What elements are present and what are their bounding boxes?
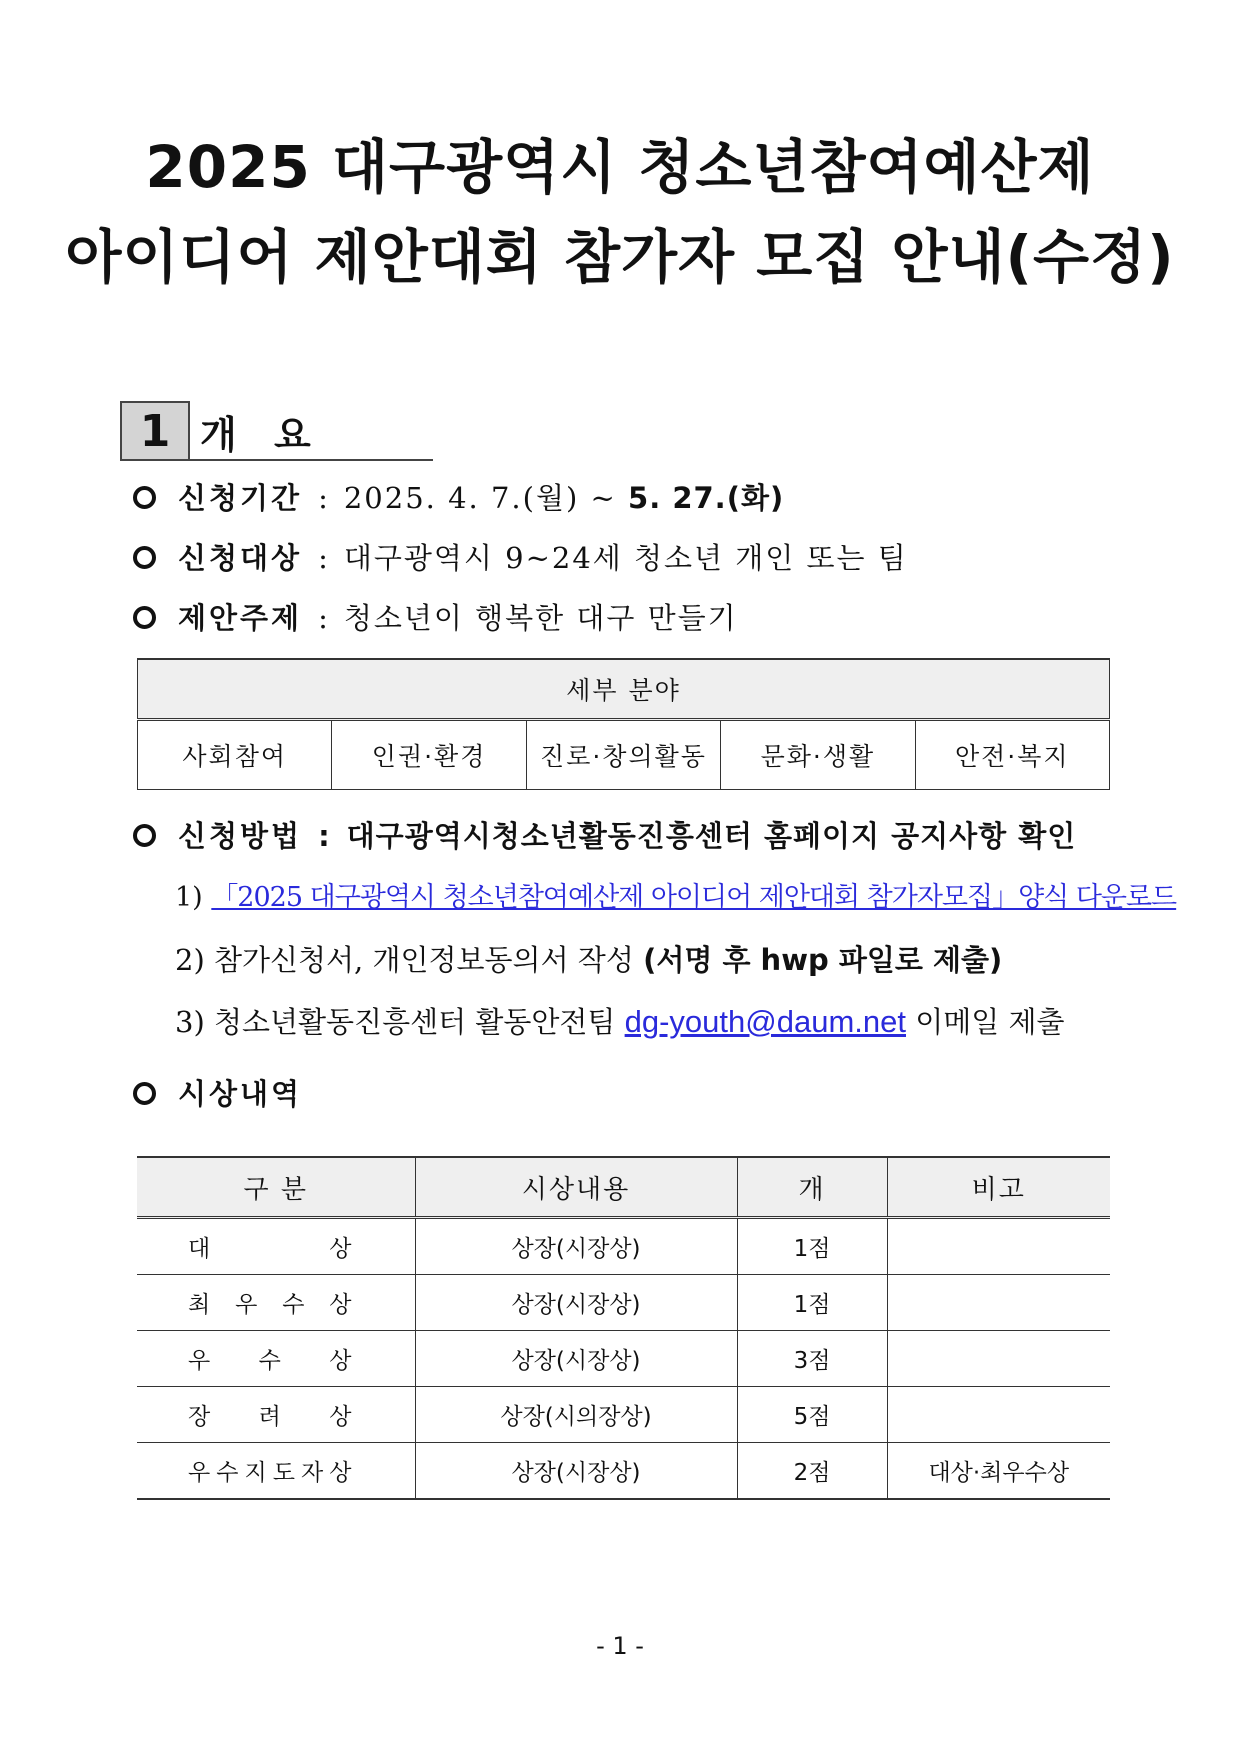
field-cell: 문화·생활 <box>721 720 915 790</box>
award-note <box>887 1218 1110 1275</box>
award-name: 우 수 지 도 자 상 <box>137 1443 415 1500</box>
document-title-line2: 아이디어 제안대회 참가자 모집 안내(수정) <box>65 223 1175 291</box>
field-cell: 사회참여 <box>138 720 332 790</box>
colon: : <box>318 819 331 853</box>
method-step-1 <box>175 878 1176 918</box>
method-label: 신청방법 <box>178 819 303 853</box>
award-name: 최 우 수 상 <box>137 1275 415 1331</box>
awards-label: 시상내역 <box>178 1077 303 1111</box>
field-cell: 인권·환경 <box>332 720 526 790</box>
award-content: 상장(시장상) <box>415 1218 737 1275</box>
document-title-line1: 2025 대구광역시 청소년참여예산제 <box>145 133 1095 201</box>
method-step-3 <box>175 1002 1065 1042</box>
award-count: 1점 <box>737 1275 887 1331</box>
award-count: 2점 <box>737 1443 887 1500</box>
award-count: 1점 <box>737 1218 887 1275</box>
fields-table <box>137 658 1110 790</box>
award-content: 상장(시의장상) <box>415 1387 737 1443</box>
awards-header-note: 비고 <box>887 1157 1110 1218</box>
field-cell: 진로·창의활동 <box>526 720 720 790</box>
colon: : <box>318 601 328 635</box>
table-row <box>137 1275 1110 1331</box>
awards-header-category: 구 분 <box>137 1157 415 1218</box>
award-count: 5점 <box>737 1387 887 1443</box>
table-row <box>137 1331 1110 1387</box>
method-row <box>133 816 1076 856</box>
table-row <box>137 1387 1110 1443</box>
award-name: 대 상 <box>137 1218 415 1275</box>
award-note: 대상·최우수상 <box>887 1443 1110 1500</box>
overview-period <box>133 478 784 518</box>
overview-value: 2025. 4. 7.(월) ~ <box>343 481 629 515</box>
table-row <box>137 1443 1110 1500</box>
award-name: 장 려 상 <box>137 1387 415 1443</box>
awards-heading <box>133 1074 302 1114</box>
step-number: 3) <box>175 1005 205 1039</box>
method-value: 대구광역시청소년활동진흥센터 홈페이지 공지사항 확인 <box>346 819 1077 853</box>
field-cell: 안전·복지 <box>915 720 1109 790</box>
step-text-after: 이메일 제출 <box>906 1005 1065 1039</box>
circle-bullet-icon <box>133 486 156 509</box>
overview-label: 제안주제 <box>178 601 303 635</box>
award-note <box>887 1331 1110 1387</box>
step-number: 2) <box>175 943 205 977</box>
award-count: 3점 <box>737 1331 887 1387</box>
overview-label: 신청대상 <box>178 541 303 575</box>
awards-header-content: 시상내용 <box>415 1157 737 1218</box>
overview-value: 대구광역시 9~24세 청소년 개인 또는 팀 <box>343 541 908 575</box>
method-step-2 <box>175 940 1002 980</box>
step-text: 청소년활동진흥센터 활동안전팀 <box>213 1005 625 1039</box>
overview-target <box>133 538 908 578</box>
section-number-box: 1 <box>120 401 190 461</box>
section-underline <box>190 459 433 461</box>
table-row <box>137 1218 1110 1275</box>
fields-table-header: 세부 분야 <box>138 659 1110 720</box>
step-text: 참가신청서, 개인정보동의서 작성 <box>213 943 644 977</box>
overview-value-bold: 5. 27.(화) <box>628 481 785 515</box>
page-number: - 1 - <box>596 1632 644 1660</box>
email-link[interactable]: dg-youth@daum.net <box>624 1004 906 1039</box>
awards-header-count: 개 <box>737 1157 887 1218</box>
overview-value: 청소년이 행복한 대구 만들기 <box>343 601 738 635</box>
award-name: 우 수 상 <box>137 1331 415 1387</box>
colon: : <box>318 481 328 515</box>
award-note <box>887 1275 1110 1331</box>
step-number: 1) <box>175 882 203 913</box>
award-content: 상장(시장상) <box>415 1443 737 1500</box>
circle-bullet-icon <box>133 606 156 629</box>
award-note <box>887 1387 1110 1443</box>
form-download-link[interactable]: 「2025 대구광역시 청소년참여예산제 아이디어 제안대회 참가자모집」양식 다운로드 <box>211 882 1177 913</box>
section-title: 개 요 <box>200 413 323 457</box>
step-bold-text: (서명 후 hwp 파일로 제출) <box>643 943 1003 977</box>
circle-bullet-icon <box>133 824 156 847</box>
circle-bullet-icon <box>133 1082 156 1105</box>
circle-bullet-icon <box>133 546 156 569</box>
colon: : <box>318 541 328 575</box>
award-content: 상장(시장상) <box>415 1275 737 1331</box>
overview-label: 신청기간 <box>178 481 303 515</box>
overview-topic <box>133 598 738 638</box>
award-content: 상장(시장상) <box>415 1331 737 1387</box>
awards-table <box>137 1156 1110 1500</box>
